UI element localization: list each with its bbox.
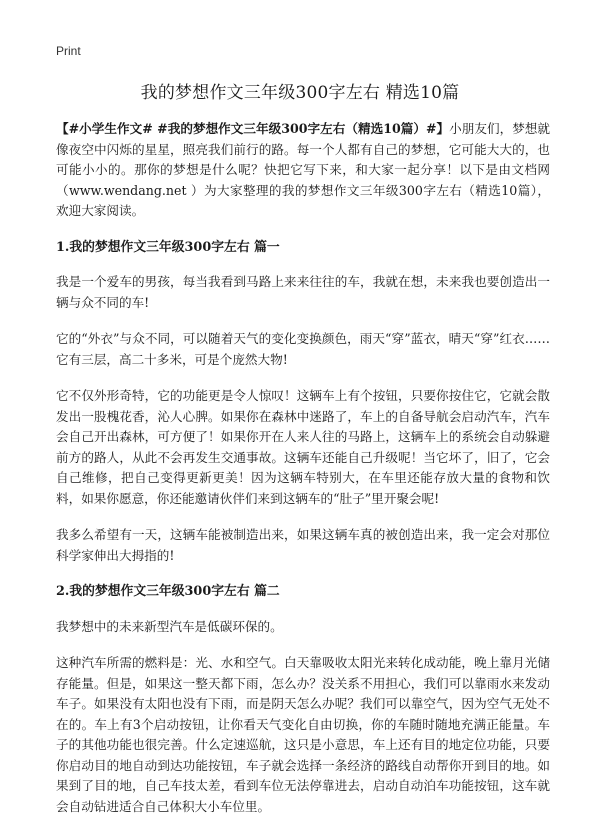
section-2-paragraph-2: 这种汽车所需的燃料是：光、水和空气。白天靠吸收太阳光来转化成动能，晚上靠月光储存能量。但是，如果这一整天都下雨，怎么办？没关系不用担心，我们可以靠雨水来发动车子。如果没有太阳也没有下雨，而是阴天怎么办呢？我们可以靠空气，因为空气无处不在的。车上有3个启动按钮，让你看天气变化自由切换，你的车随时随地充满正能量。车子的其他功能也很完善。什么定速巡航，这只是小意思，车上还有目的地定位功能，只要你启动目的地自动到达功能按钮，车子就会选择一条经济的路线自动帮你开到目的地。如果到了目的地，自己车技太差，看到车位无法停靠进去，启动自动泊车功能按钮，这车就会自动钻进适合自己体积大小车位里。 <box>56 655 550 814</box>
page-title: 我的梦想作文三年级300字左右 精选10篇 <box>140 83 460 103</box>
section-heading-1: 1.我的梦想作文三年级300字左右 篇一 <box>56 239 280 255</box>
print-link[interactable]: Print <box>56 44 81 58</box>
section-2-paragraph-1: 我梦想中的未来新型汽车是低碳环保的。 <box>56 618 283 634</box>
section-1-paragraph-4: 我多么希望有一天，这辆车能被制造出来，如果这辆车真的被创造出来，我一定会对那位科学家伸出大拇指的! <box>56 527 550 563</box>
intro-paragraph <box>56 119 550 222</box>
section-heading-2: 2.我的梦想作文三年级300字左右 篇二 <box>56 584 280 599</box>
section-1-paragraph-3: 它不仅外形奇特，它的功能更是令人惊叹！这辆车上有个按钮，只要你按住它，它就会散发出一股槐花香，沁人心脾。如果你在森林中迷路了，车上的自备导航会启动汽车，汽车会自己开出森林，可方便了！如果你开在人来人往的马路上，这辆车上的系统会自动躲避前方的路人，从此不会再发生交通事故。这辆车还能自己升级呢！当它坏了，旧了，它会自己维修，把自己变得更新更美！因为这辆车特别大，在车里还能存放大量的食物和饮料，如果你愿意，你还能邀请伙伴们来到这辆车的“肚子”里开聚会呢! <box>56 388 550 506</box>
section-1-paragraph-1: 我是一个爱车的男孩，每当我看到马路上来来往往的车，我就在想，未来我也要创造出一辆与众不同的车! <box>56 274 550 310</box>
intro-text: 小朋友们，梦想就像夜空中闪烁的星星，照亮我们前行的路。每一个人都有自己的梦想，它可能大大的，也可能小小的。那你的梦想是什么呢？快把它写下来，和大家一起分享！以下是由文档网（www.wendang.net ）为大家整理的我的梦想作文三年级300字左右（精选10篇），欢迎大家阅读。 <box>56 121 550 218</box>
section-1-paragraph-2: 它的“外衣”与众不同，可以随着天气的变化变换颜色，雨天“穿”蓝衣，晴天“穿”红衣……它有三层，高二十多米，可是个庞然大物! <box>56 331 550 367</box>
article-body <box>56 119 550 833</box>
intro-tag: 【#小学生作文# #我的梦想作文三年级300字左右（精选10篇）#】 <box>56 121 450 136</box>
